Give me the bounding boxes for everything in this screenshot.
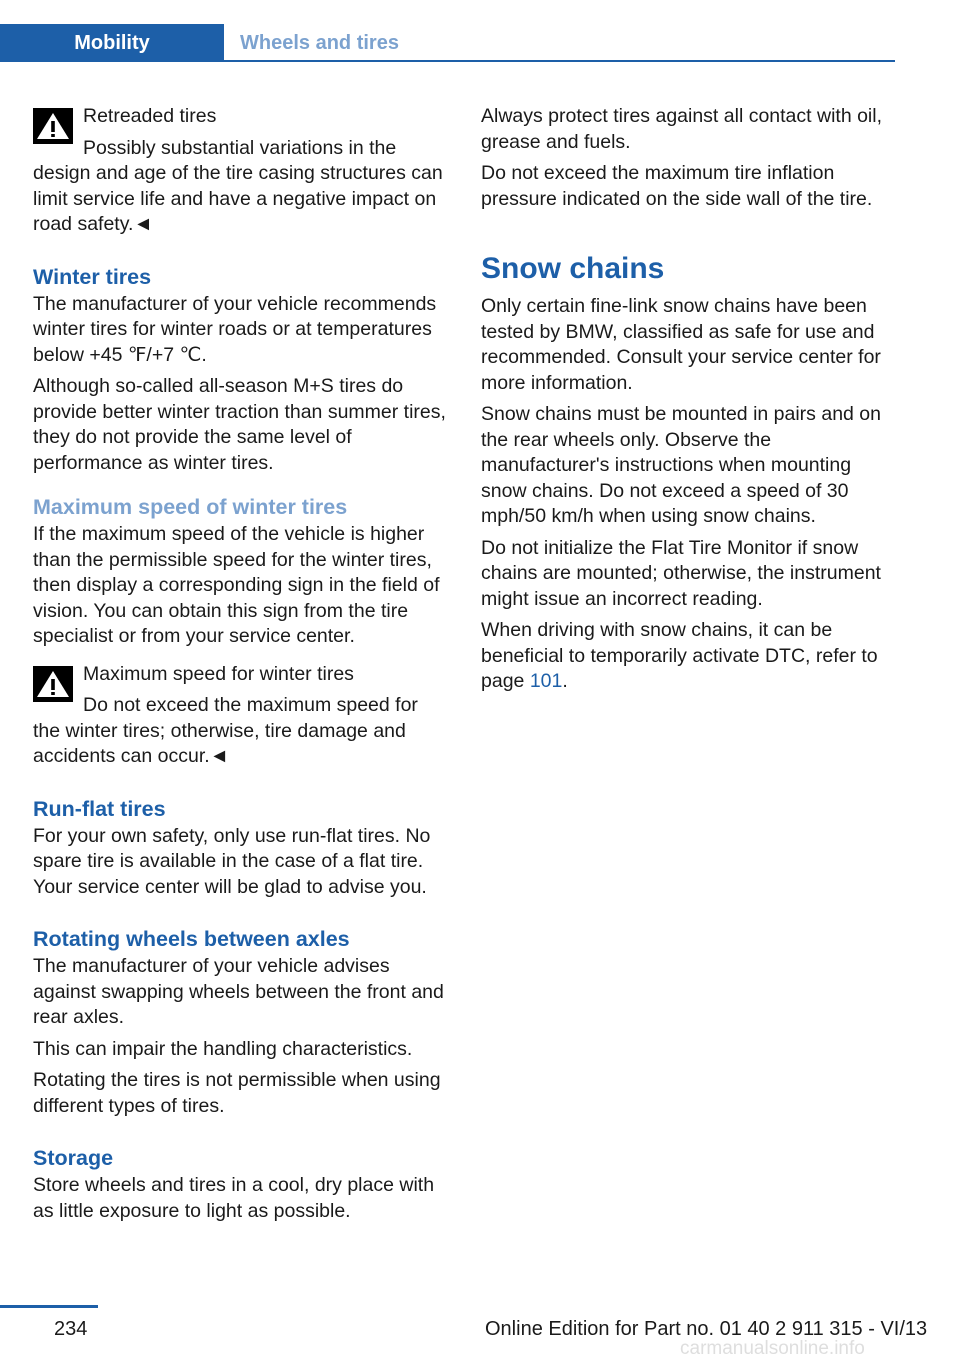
warning-triangle-icon	[33, 666, 73, 702]
paragraph: Do not exceed the maximum tire inflation pressure indicated on the side wall of the tire.	[481, 162, 873, 210]
warning-title: Maximum speed for winter tires	[83, 662, 354, 685]
heading-snow-chains: Snow chains	[481, 252, 665, 285]
edition-footer: Online Edition for Part no. 01 40 2 911 315 - VI/13	[485, 1318, 928, 1340]
page-number-rule	[0, 1305, 98, 1308]
paragraph: This can impair the handling characteristics.	[33, 1037, 413, 1060]
page-number: 234	[54, 1318, 88, 1340]
warning-title: Retreaded tires	[83, 105, 217, 127]
paragraph: Rotating the tires is not permissible when using different types of tires.	[33, 1069, 441, 1117]
tab-mobility[interactable]: Mobility	[0, 24, 224, 62]
paragraph: If the maximum speed of the vehicle is higher than the permissible speed for the winter tires, then display a corresponding sign in the field of vision. You can obtain this sign from the tire specialist or from your service center.	[33, 523, 440, 647]
paragraph: The manufacturer of your vehicle recommends winter tires for winter roads or at temperatures below +45 ℉/+7 ℃.	[33, 292, 437, 366]
heading-winter-tires: Winter tires	[33, 264, 152, 289]
paragraph: Only certain fine-link snow chains have been tested by BMW, classified as safe for use and recommended. Consult your service center for more information.	[481, 295, 881, 394]
paragraph	[481, 618, 896, 695]
left-column	[33, 104, 448, 1230]
paragraph: Snow chains must be mounted in pairs and on the rear wheels only. Observe the manufacturer's instructions when mounting snow chains. Do not exceed a speed of 30 mph/50 km/h when using snow chains.	[481, 403, 881, 527]
warning-body: Possibly substantial variations in the design and age of the tire casing structures can limit service life and have a negative impact on road safety.◄	[33, 136, 443, 235]
paragraph: Always protect tires against all contact with oil, grease and fuels.	[481, 105, 883, 153]
paragraph: Although so-called all-season M+S tires do provide better winter traction than summer tires, they do not provide the same level of performance as winter tires.	[33, 375, 446, 474]
warning-maximum-speed	[33, 662, 448, 770]
warning-triangle-icon	[33, 108, 73, 144]
heading-rotating-wheels: Rotating wheels between axles	[33, 927, 350, 951]
warning-retreaded-tires	[33, 104, 448, 238]
paragraph: For your own safety, only use run-flat tires. No spare tire is available in the case of a flat tire. Your service center will be glad to advise you.	[33, 824, 431, 898]
heading-maximum-speed-winter-tires: Maximum speed of winter tires	[33, 495, 348, 519]
paragraph-end: .	[562, 670, 568, 692]
paragraph: Store wheels and tires in a cool, dry place with as little exposure to light as possible.	[33, 1174, 435, 1222]
tab-wheels-and-tires[interactable]: Wheels and tires	[240, 32, 399, 54]
page-link[interactable]: 101	[529, 670, 563, 692]
chapter-tabbar	[0, 24, 895, 62]
heading-storage: Storage	[33, 1146, 114, 1170]
watermark: carmanualsonline.info	[680, 1338, 865, 1359]
heading-run-flat-tires: Run-flat tires	[33, 796, 166, 821]
paragraph: Do not initialize the Flat Tire Monitor if snow chains are mounted; otherwise, the instrument might issue an incorrect reading.	[481, 536, 881, 610]
paragraph: The manufacturer of your vehicle advises against swapping wheels between the front and rear axles.	[33, 955, 444, 1028]
tab-underline	[224, 60, 895, 62]
warning-body: Do not exceed the maximum speed for the winter tires; otherwise, tire damage and accidents can occur.◄	[33, 694, 418, 767]
paragraph-text: When driving with snow chains, it can be beneficial to temporarily activate DTC, refer to page	[481, 619, 878, 692]
right-column	[481, 104, 896, 701]
